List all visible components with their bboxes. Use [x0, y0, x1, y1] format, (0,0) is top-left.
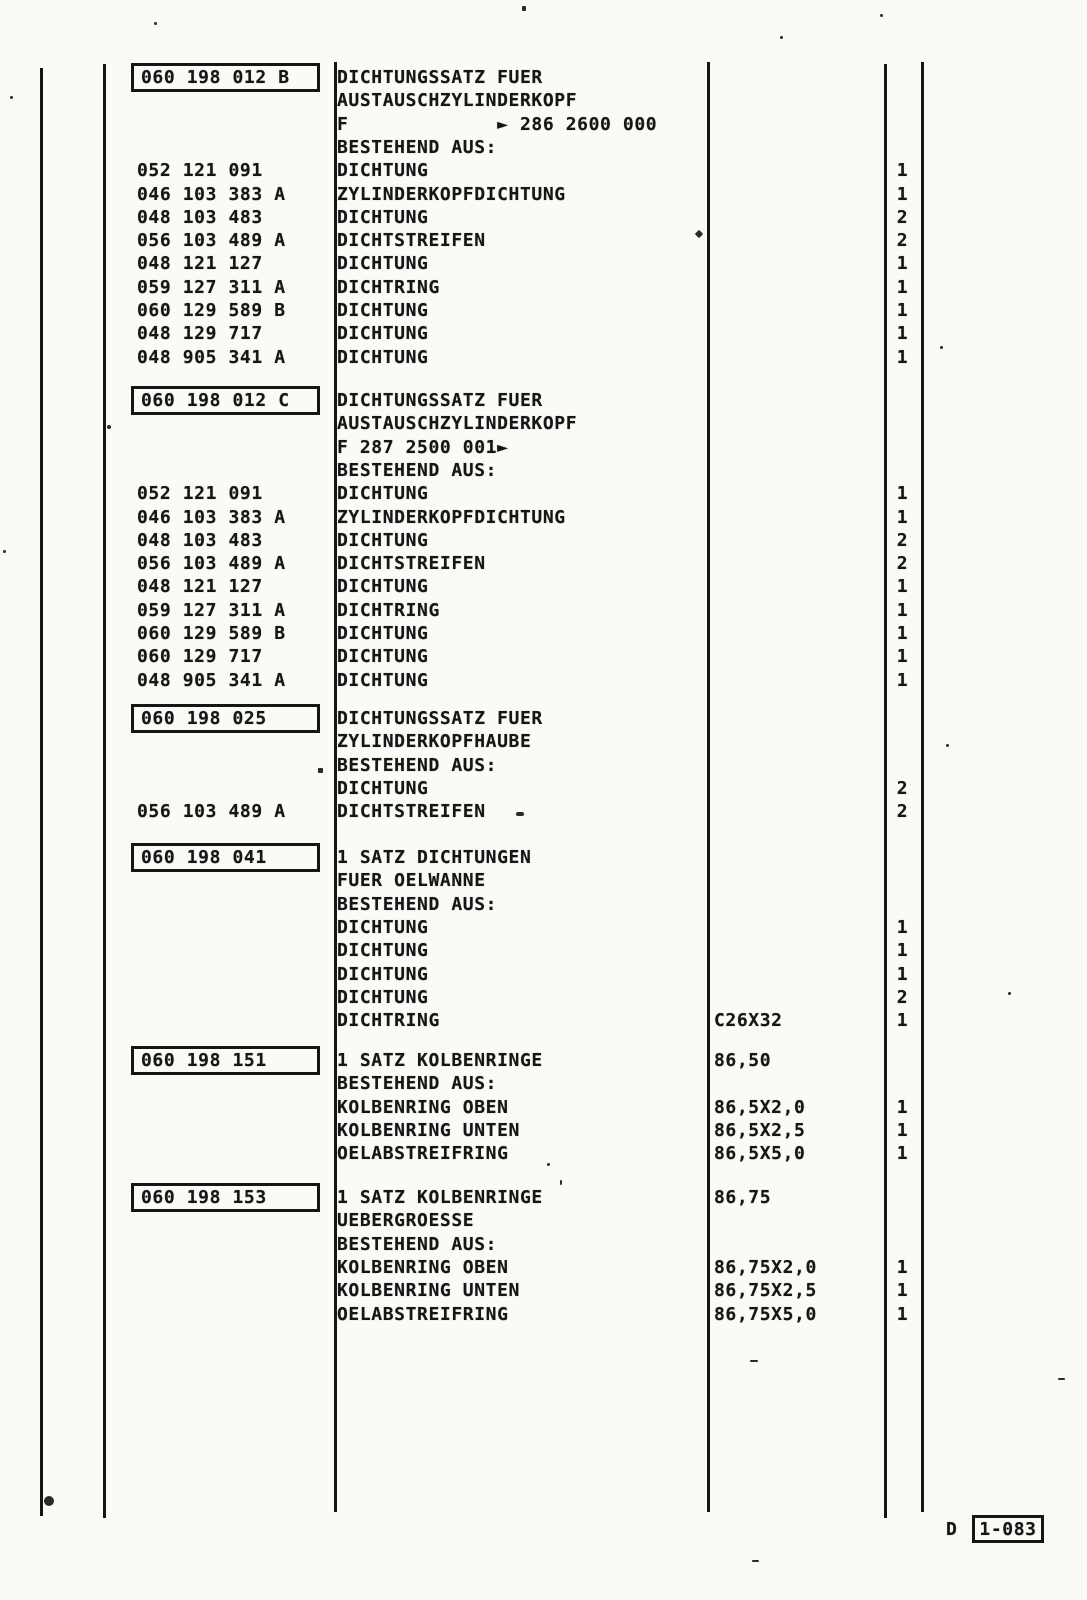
part-quantity: 2: [896, 207, 909, 228]
scan-speck: [695, 230, 703, 238]
part-description: ZYLINDERKOPFDICHTUNG: [337, 507, 566, 528]
component-part-number: 048 103 483: [137, 207, 263, 228]
part-number-box: [131, 386, 320, 415]
part-description: KOLBENRING OBEN: [337, 1257, 509, 1278]
part-quantity: 1: [896, 323, 909, 344]
part-quantity: 1: [896, 1143, 909, 1164]
part-description: DICHTUNG: [337, 160, 429, 181]
scan-speck: [750, 1360, 758, 1362]
scan-speck: [547, 1163, 550, 1166]
part-description: DICHTUNG: [337, 646, 429, 667]
scan-speck: [940, 346, 943, 349]
part-description: F 287 2500 001►: [337, 437, 509, 458]
component-part-number: 059 127 311 A: [137, 600, 286, 621]
component-part-number: 056 103 489 A: [137, 230, 286, 251]
part-description: DICHTRING: [337, 277, 440, 298]
set-part-number: 060 198 012 B: [141, 67, 290, 88]
part-description: AUSTAUSCHZYLINDERKOPF: [337, 413, 578, 434]
part-dimension: 86,75: [714, 1187, 772, 1208]
part-description: DICHTUNG: [337, 576, 429, 597]
part-description: DICHTSTREIFEN: [337, 553, 486, 574]
component-part-number: 059 127 311 A: [137, 277, 286, 298]
part-description: UEBERGROESSE: [337, 1210, 475, 1231]
part-description: F ► 286 2600 000: [337, 114, 658, 135]
part-quantity: 2: [896, 553, 909, 574]
scan-speck: [780, 36, 783, 39]
scan-speck: [752, 1560, 759, 1562]
part-dimension: 86,75X2,5: [714, 1280, 817, 1301]
scan-speck: [1008, 992, 1011, 995]
part-quantity: 2: [896, 801, 909, 822]
part-description: ZYLINDERKOPFDICHTUNG: [337, 184, 566, 205]
part-description: DICHTUNG: [337, 347, 429, 368]
part-quantity: 1: [896, 347, 909, 368]
part-quantity: 1: [896, 277, 909, 298]
set-part-number: 060 198 012 C: [141, 390, 290, 411]
scan-speck: [10, 96, 13, 99]
part-quantity: 1: [896, 670, 909, 691]
part-description: BESTEHEND AUS:: [337, 137, 498, 158]
part-description: DICHTUNG: [337, 323, 429, 344]
scan-speck: [946, 744, 949, 747]
part-dimension: C26X32: [714, 1010, 783, 1031]
part-description: DICHTUNG: [337, 623, 429, 644]
part-description: KOLBENRING UNTEN: [337, 1280, 520, 1301]
part-number-box: [131, 704, 320, 733]
part-description: DICHTUNG: [337, 987, 429, 1008]
footer-page-number-box: [972, 1515, 1044, 1543]
left-margin-rule: [40, 68, 43, 1516]
part-description: DICHTUNG: [337, 917, 429, 938]
set-part-number: 060 198 151: [141, 1050, 267, 1071]
part-quantity: 1: [896, 160, 909, 181]
part-quantity: 1: [896, 576, 909, 597]
component-part-number: 060 129 717: [137, 646, 263, 667]
part-description: DICHTUNG: [337, 530, 429, 551]
part-description: BESTEHEND AUS:: [337, 755, 498, 776]
part-description: DICHTSTREIFEN: [337, 230, 486, 251]
scan-speck: [318, 768, 323, 773]
part-quantity: 1: [896, 1280, 909, 1301]
part-number-box: [131, 63, 320, 92]
part-description: OELABSTREIFRING: [337, 1304, 509, 1325]
part-description: DICHTUNG: [337, 253, 429, 274]
part-description: DICHTUNG: [337, 778, 429, 799]
part-description: DICHTUNG: [337, 300, 429, 321]
part-description: BESTEHEND AUS:: [337, 894, 498, 915]
part-description: 1 SATZ KOLBENRINGE: [337, 1050, 543, 1071]
scan-speck: [516, 812, 524, 816]
scan-speck: [522, 6, 526, 11]
footer-section-code: D: [946, 1519, 958, 1540]
set-part-number: 060 198 153: [141, 1187, 267, 1208]
dimension-col-rule: [707, 62, 710, 1512]
scan-speck: [107, 425, 111, 429]
part-quantity: 1: [896, 300, 909, 321]
part-description: DICHTUNGSSATZ FUER: [337, 708, 543, 729]
scan-speck: [3, 550, 6, 553]
part-quantity: 1: [896, 600, 909, 621]
part-description: DICHTRING: [337, 600, 440, 621]
part-quantity: 1: [896, 1120, 909, 1141]
part-dimension: 86,75X2,0: [714, 1257, 817, 1278]
part-quantity: 1: [896, 623, 909, 644]
component-part-number: 048 121 127: [137, 253, 263, 274]
part-number-box: [131, 1183, 320, 1212]
part-description: BESTEHEND AUS:: [337, 460, 498, 481]
part-description: 1 SATZ KOLBENRINGE: [337, 1187, 543, 1208]
footer-page-number: 1-083: [979, 1518, 1037, 1540]
component-part-number: 056 103 489 A: [137, 553, 286, 574]
part-description: KOLBENRING UNTEN: [337, 1120, 520, 1141]
component-part-number: 060 129 589 B: [137, 623, 286, 644]
part-description: ZYLINDERKOPFHAUBE: [337, 731, 532, 752]
component-part-number: 048 103 483: [137, 530, 263, 551]
part-quantity: 1: [896, 507, 909, 528]
part-description: OELABSTREIFRING: [337, 1143, 509, 1164]
part-dimension: 86,5X2,0: [714, 1097, 806, 1118]
part-quantity: 1: [896, 940, 909, 961]
part-quantity: 1: [896, 917, 909, 938]
part-dimension: 86,5X5,0: [714, 1143, 806, 1164]
part-description: DICHTUNG: [337, 964, 429, 985]
part-quantity: 2: [896, 530, 909, 551]
component-part-number: 048 905 341 A: [137, 347, 286, 368]
scan-speck: [880, 14, 883, 17]
part-quantity: 1: [896, 253, 909, 274]
part-description: FUER OELWANNE: [337, 870, 486, 891]
quantity-col-right-rule: [921, 62, 924, 1512]
part-description: DICHTUNGSSATZ FUER: [337, 67, 543, 88]
component-part-number: 052 121 091: [137, 160, 263, 181]
component-part-number: 048 121 127: [137, 576, 263, 597]
part-dimension: 86,5X2,5: [714, 1120, 806, 1141]
part-quantity: 1: [896, 646, 909, 667]
part-number-box: [131, 1046, 320, 1075]
part-quantity: 2: [896, 778, 909, 799]
part-quantity: 1: [896, 1097, 909, 1118]
component-part-number: 048 905 341 A: [137, 670, 286, 691]
part-description: KOLBENRING OBEN: [337, 1097, 509, 1118]
part-description: DICHTSTREIFEN: [337, 801, 486, 822]
part-description: DICHTUNG: [337, 207, 429, 228]
component-part-number: 046 103 383 A: [137, 184, 286, 205]
part-description: 1 SATZ DICHTUNGEN: [337, 847, 532, 868]
part-description: BESTEHEND AUS:: [337, 1073, 498, 1094]
part-description: DICHTUNG: [337, 940, 429, 961]
component-part-number: 056 103 489 A: [137, 801, 286, 822]
component-part-number: 046 103 383 A: [137, 507, 286, 528]
part-dimension: 86,75X5,0: [714, 1304, 817, 1325]
scan-speck: [1058, 1378, 1065, 1380]
scan-speck: [154, 22, 157, 25]
scan-speck: [44, 1496, 54, 1506]
part-description: DICHTRING: [337, 1010, 440, 1031]
part-description: DICHTUNG: [337, 483, 429, 504]
component-part-number: 052 121 091: [137, 483, 263, 504]
part-quantity: 1: [896, 184, 909, 205]
scan-speck: [560, 1180, 562, 1185]
part-description: BESTEHEND AUS:: [337, 1234, 498, 1255]
part-quantity: 1: [896, 1010, 909, 1031]
part-description: AUSTAUSCHZYLINDERKOPF: [337, 90, 578, 111]
part-number-col-rule: [103, 64, 106, 1518]
set-part-number: 060 198 041: [141, 847, 267, 868]
part-quantity: 2: [896, 230, 909, 251]
part-quantity: 1: [896, 964, 909, 985]
part-description: DICHTUNGSSATZ FUER: [337, 390, 543, 411]
part-quantity: 1: [896, 1257, 909, 1278]
part-quantity: 2: [896, 987, 909, 1008]
part-description: DICHTUNG: [337, 670, 429, 691]
set-part-number: 060 198 025: [141, 708, 267, 729]
component-part-number: 060 129 589 B: [137, 300, 286, 321]
part-number-box: [131, 843, 320, 872]
component-part-number: 048 129 717: [137, 323, 263, 344]
part-quantity: 1: [896, 1304, 909, 1325]
part-quantity: 1: [896, 483, 909, 504]
part-dimension: 86,50: [714, 1050, 772, 1071]
